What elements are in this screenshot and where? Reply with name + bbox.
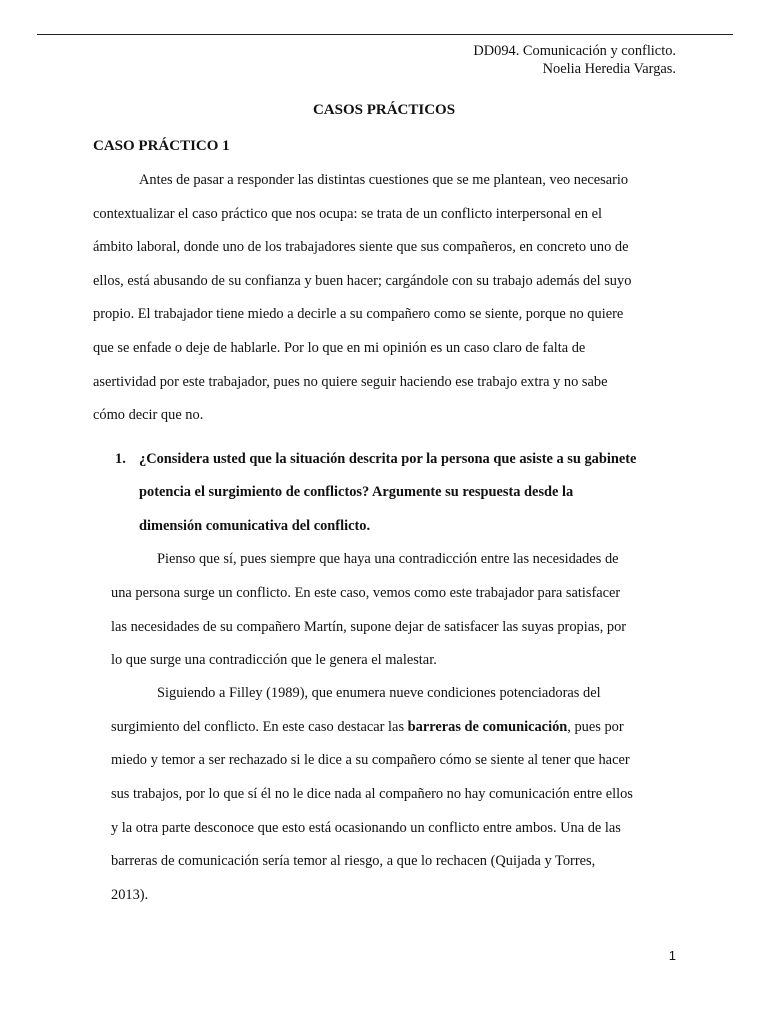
- answer-line: miedo y temor a ser rechazado si le dice a su compañero cómo se siente al tener que hacer: [111, 752, 630, 768]
- intro-line: propio. El trabajador tiene miedo a decirle a su compañero como se siente, porque no quiere: [93, 306, 624, 322]
- answer-text: , pues por: [567, 719, 624, 735]
- intro-line: Antes de pasar a responder las distintas cuestiones que se me plantean, veo necesario: [139, 172, 629, 188]
- header-rule: [37, 34, 733, 35]
- answer-text: surgimiento del conflicto. En este caso destacar las: [111, 719, 408, 735]
- intro-line: cómo decir que no.: [93, 407, 204, 423]
- answer-line: una persona surge un conflicto. En este caso, vemos como este trabajador para satisfacer: [111, 585, 621, 601]
- question-line: ¿Considera usted que la situación descrita por la persona que asiste a su gabinete: [139, 451, 637, 467]
- intro-line: contextualizar el caso práctico que nos ocupa: se trata de un conflicto interpersonal en el: [93, 206, 603, 222]
- question-line: dimensión comunicativa del conflicto.: [139, 518, 371, 534]
- intro-line: asertividad por este trabajador, pues no quiere seguir haciendo ese trabajo extra y no sabe: [93, 374, 608, 390]
- answer-line: barreras de comunicación sería temor al riesgo, a que lo rechacen (Quijada y Torres,: [111, 853, 596, 869]
- answer-line: Pienso que sí, pues siempre que haya una contradicción entre las necesidades de: [157, 551, 619, 567]
- intro-line: que se enfade o deje de hablarle. Por lo que en mi opinión es un caso claro de falta de: [93, 340, 586, 356]
- page-header: [473, 42, 676, 78]
- document-title: CASOS PRÁCTICOS: [312, 102, 456, 118]
- question-line: potencia el surgimiento de conflictos? Argumente su respuesta desde la: [139, 484, 574, 500]
- answer-line: Siguiendo a Filley (1989), que enumera nueve condiciones potenciadoras del: [157, 685, 601, 701]
- answer-emphasis: barreras de comunicación: [407, 719, 568, 735]
- answer-line: sus trabajos, por lo que sí él no le dice nada al compañero no hay comunicación entre ellos: [111, 786, 633, 802]
- answer-line: lo que surge una contradicción que le genera el malestar.: [111, 652, 437, 668]
- intro-line: ámbito laboral, donde uno de los trabajadores siente que sus compañeros, en concreto uno de: [93, 239, 629, 255]
- answer-line: [111, 718, 624, 736]
- header-course: DD094. Comunicación y conflicto.: [473, 43, 676, 59]
- answer-line: 2013).: [111, 887, 149, 903]
- answer-line: y la otra parte desconoce que esto está ocasionando un conflicto entre ambos. Una de las: [111, 820, 621, 836]
- question-number: 1.: [115, 451, 126, 467]
- header-author: Noelia Heredia Vargas.: [542, 61, 676, 77]
- answer-line: las necesidades de su compañero Martín, supone dejar de satisfacer las suyas propias, por: [111, 619, 627, 635]
- page-number: 1: [668, 948, 676, 963]
- intro-line: ellos, está abusando de su confianza y buen hacer; cargándole con su trabajo además del suyo: [93, 273, 632, 289]
- case-title: CASO PRÁCTICO 1: [93, 138, 230, 154]
